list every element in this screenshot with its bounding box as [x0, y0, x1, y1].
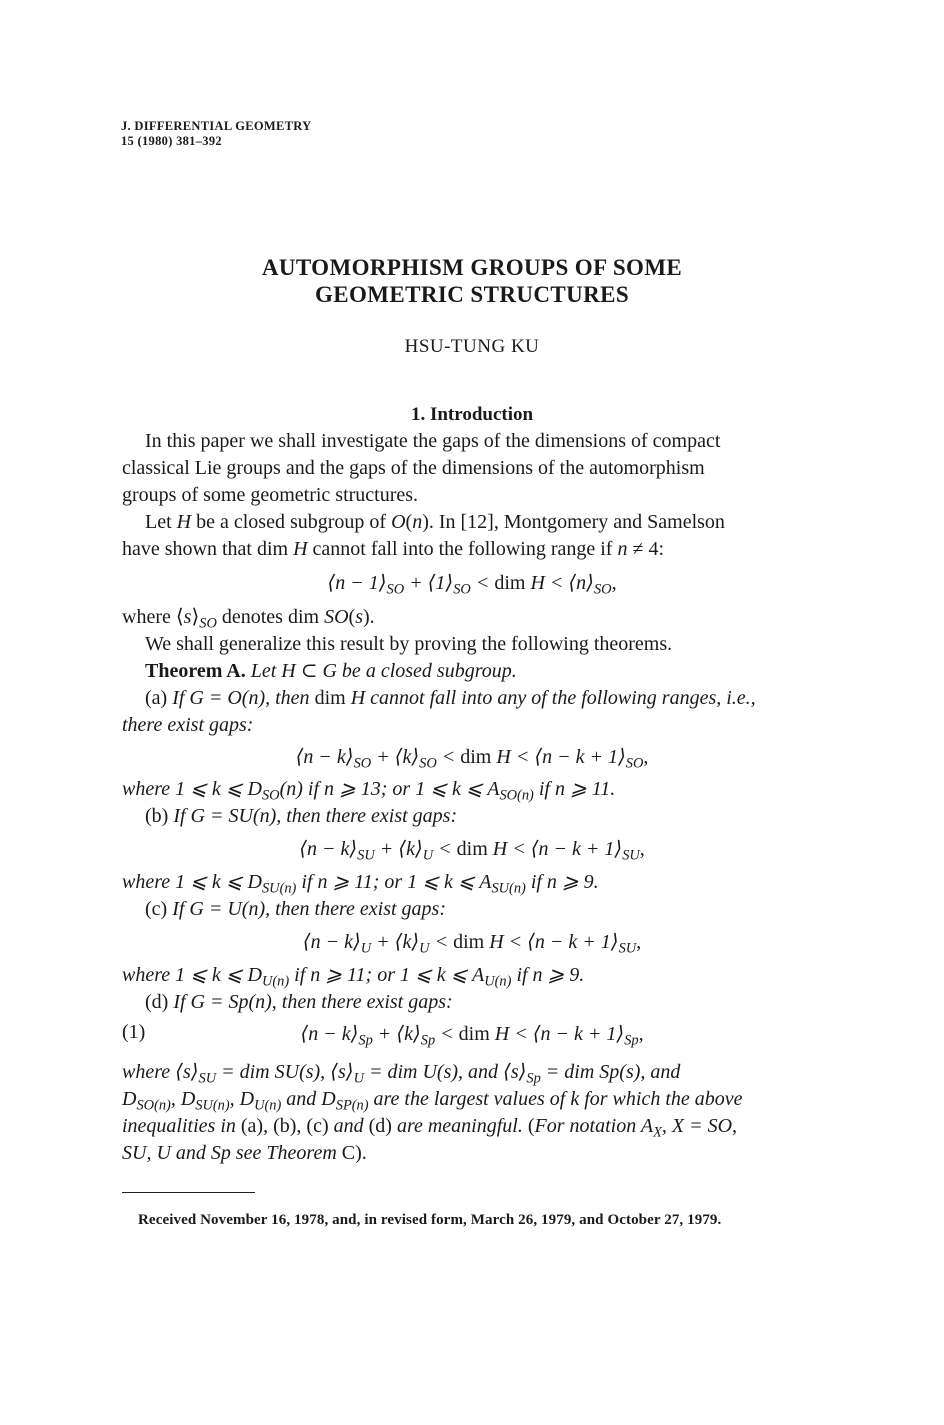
closing-line-1	[122, 1059, 822, 1086]
text: dim SU(s),	[239, 1061, 331, 1083]
eq-dim: dim	[460, 746, 492, 768]
text: (d)	[145, 991, 174, 1013]
math-n: n	[412, 511, 423, 533]
eq-term: ⟨n − k⟩	[299, 838, 358, 860]
eq-term: H < ⟨n − k + 1⟩	[484, 931, 619, 953]
part-a-line-2: there exist gaps:	[122, 714, 254, 736]
eq-sub: U	[419, 940, 430, 957]
eq-term: + ⟨k⟩	[371, 746, 420, 768]
text: dim	[314, 687, 346, 709]
math-sub: SO(n)	[499, 787, 534, 804]
title-line-2: GEOMETRIC STRUCTURES	[314, 282, 630, 307]
math-H: H	[176, 511, 192, 533]
eq-sub: SO	[353, 755, 372, 772]
theorem-a-line	[122, 658, 822, 685]
text: If G = SU(n), then there exist gaps:	[173, 805, 458, 827]
eq-sub: SU	[622, 847, 640, 864]
text: (	[348, 606, 356, 628]
text: be a closed subgroup of	[191, 511, 392, 533]
intro-line-2: classical Lie groups and the gaps of the dimensions of the automorphism	[122, 457, 705, 479]
where-a-paragraph	[122, 776, 822, 830]
text: (	[405, 511, 413, 533]
where-c-line	[122, 962, 822, 989]
text: D	[122, 1088, 137, 1110]
text: ⟩	[191, 606, 200, 628]
math-s: s	[183, 606, 192, 628]
math-sub: X	[653, 1124, 662, 1141]
eq-dim: dim	[453, 931, 485, 953]
eq-sub: Sp	[624, 1032, 639, 1049]
math-SO: SO	[324, 606, 349, 628]
text: If G = O(n), then	[172, 687, 315, 709]
text: (n) if n ⩾ 13; or 1 ⩽ k ⩽ A	[279, 778, 500, 800]
eq-punct: ,	[638, 1023, 644, 1045]
math-sub: SO	[261, 787, 280, 804]
eq-term: H < ⟨n⟩	[525, 572, 594, 594]
text: (a)	[145, 687, 173, 709]
text: , X = SO,	[661, 1115, 738, 1137]
text: are the largest values of k for which the above	[368, 1088, 743, 1110]
eq-sub: SO	[453, 581, 471, 598]
where-b-line	[122, 869, 822, 896]
title-line-1: AUTOMORPHISM GROUPS OF SOME	[261, 255, 683, 280]
where-a-line	[122, 776, 822, 803]
text: where 1 ⩽ k ⩽ D	[122, 778, 262, 800]
equation-montgomery-samelson	[0, 570, 944, 598]
text: =	[363, 1061, 388, 1083]
text: are meaningful.	[391, 1115, 528, 1137]
equation-number: (1)	[122, 1021, 146, 1043]
math-sub: SU	[198, 1070, 217, 1087]
text: H cannot fall into any of the following ranges, i.e.,	[345, 687, 756, 709]
intro-paragraph	[122, 428, 822, 563]
text: where ⟨	[122, 606, 184, 628]
eq-term: + ⟨1⟩	[404, 572, 454, 594]
closing-line-3	[122, 1113, 822, 1140]
math-O: O	[391, 511, 406, 533]
text: =	[540, 1061, 565, 1083]
text: ).	[363, 606, 375, 628]
eq-term: + ⟨k⟩	[371, 931, 420, 953]
text: if n ⩾ 11; or 1 ⩽ k ⩽ A	[289, 964, 485, 986]
text: Let	[145, 511, 177, 533]
theorem-label: Theorem A.	[145, 660, 246, 682]
eq-punct: ,	[611, 572, 617, 594]
equation-a	[0, 744, 944, 772]
closing-line-2	[122, 1086, 822, 1113]
received-footnote: Received November 16, 1978, and, in revised form, March 26, 1979, and October 27, 1979.	[138, 1212, 722, 1228]
eq-sub: SO	[419, 755, 437, 772]
journal-volume: 15 (1980) 381–392	[121, 134, 222, 148]
text: If G = U(n), then there exist gaps:	[172, 898, 447, 920]
text: (c)	[145, 898, 173, 920]
section-heading: 1. Introduction	[410, 404, 534, 425]
eq-punct: ,	[639, 838, 645, 860]
text: if n ⩾ 9.	[511, 964, 585, 986]
footnote-rule	[122, 1192, 255, 1193]
eq-term: H < ⟨n − k + 1⟩	[487, 838, 623, 860]
text: (	[527, 1115, 535, 1137]
math-sub: SU(n)	[195, 1097, 230, 1114]
part-b-line	[122, 803, 822, 830]
eq-dim: dim	[456, 838, 488, 860]
eq-sub: U	[422, 847, 434, 864]
intro-line-3: groups of some geometric structures.	[122, 484, 419, 506]
eq-term: H < ⟨n − k + 1⟩	[491, 746, 626, 768]
eq-term: ⟨n − k⟩	[300, 1023, 359, 1045]
math-sub: SU(n)	[261, 880, 297, 897]
text: ). In [12], Montgomery and Samelson	[422, 511, 725, 533]
text: (d)	[368, 1115, 392, 1137]
text: dim U(s),	[387, 1061, 469, 1083]
equation-b	[0, 836, 944, 864]
text: and ⟨s⟩	[468, 1061, 527, 1083]
eq-sub: SO	[593, 581, 612, 598]
text: ⟨s⟩	[330, 1061, 354, 1083]
text: dim Sp(s),	[564, 1061, 651, 1083]
text: cannot fall into the following range if	[307, 538, 618, 560]
eq-sub: SO	[386, 581, 405, 598]
eq-term: <	[436, 746, 461, 768]
equation-c	[0, 929, 944, 957]
author-name: HSU-TUNG KU	[404, 336, 540, 357]
where-so-paragraph	[122, 604, 822, 739]
eq-sub: SO	[625, 755, 644, 772]
text: if n ⩾ 11.	[533, 778, 616, 800]
math-sub: Sp	[526, 1070, 541, 1087]
text: where 1 ⩽ k ⩽ D	[122, 964, 262, 986]
eq-term: + ⟨k⟩	[374, 838, 423, 860]
eq-term: ⟨n − 1⟩	[327, 572, 387, 594]
text: have shown that dim	[122, 538, 294, 560]
math-sub: U	[353, 1070, 364, 1087]
eq-punct: ,	[643, 746, 649, 768]
text: denotes dim	[216, 606, 325, 628]
eq-sub: SU	[618, 940, 637, 957]
closing-paragraph	[122, 1059, 822, 1167]
eq-sub: Sp	[420, 1032, 436, 1049]
math-sub: U(n)	[254, 1097, 282, 1114]
eq-term: <	[433, 838, 457, 860]
paper-title	[0, 254, 944, 308]
eq-term: ⟨n − k⟩	[302, 931, 361, 953]
eq-term: + ⟨k⟩	[372, 1023, 421, 1045]
math-sub: SP(n)	[335, 1097, 369, 1114]
closing-line-4	[122, 1140, 822, 1167]
part-c-line	[122, 896, 822, 923]
where-b-paragraph	[122, 869, 822, 923]
text: if n ⩾ 9.	[525, 871, 599, 893]
journal-name: J. DIFFERENTIAL GEOMETRY	[121, 119, 312, 133]
equation-d	[0, 1021, 944, 1049]
math-sub: SO(n)	[136, 1097, 171, 1114]
text: and	[328, 1115, 369, 1137]
text: if n ⩾ 11; or 1 ⩽ k ⩽ A	[296, 871, 492, 893]
math-sub: SU(n)	[491, 880, 526, 897]
journal-header	[121, 119, 311, 149]
math-sub: U(n)	[261, 973, 290, 990]
text: ≠ 4:	[627, 538, 665, 560]
eq-term: ⟨n − k⟩	[295, 746, 354, 768]
text: For notation A	[534, 1115, 654, 1137]
eq-term: <	[429, 931, 454, 953]
math-sub: SO	[199, 615, 217, 632]
where-so-line	[122, 604, 822, 631]
eq-sub: U	[360, 940, 372, 957]
eq-term: <	[470, 572, 495, 594]
intro-line-5	[122, 536, 822, 563]
eq-dim: dim	[494, 572, 526, 594]
eq-punct: ,	[636, 931, 642, 953]
text: (a), (b), (c)	[240, 1115, 329, 1137]
theorem-text: Let H ⊂ G be a closed subgroup.	[245, 660, 517, 682]
text: , D	[229, 1088, 255, 1110]
eq-term: <	[435, 1023, 459, 1045]
part-a-line-1	[122, 685, 822, 712]
math-n: n	[617, 538, 628, 560]
text: ).	[355, 1142, 367, 1164]
eq-sub: Sp	[358, 1032, 373, 1049]
text: and	[650, 1061, 681, 1083]
text: SU, U and Sp see Theorem	[122, 1142, 342, 1164]
eq-term: H < ⟨n − k + 1⟩	[489, 1023, 625, 1045]
text: inequalities in	[122, 1115, 241, 1137]
part-d-line	[122, 989, 822, 1016]
text: , D	[170, 1088, 196, 1110]
text: (b)	[145, 805, 174, 827]
text: where 1 ⩽ k ⩽ D	[122, 871, 262, 893]
intro-line-1: In this paper we shall investigate the gaps of the dimensions of compact	[145, 430, 721, 452]
text: =	[216, 1061, 240, 1083]
eq-sub: SU	[357, 847, 375, 864]
text: where ⟨s⟩	[122, 1061, 199, 1083]
text: C	[341, 1142, 356, 1164]
eq-dim: dim	[458, 1023, 490, 1045]
intro-line-4	[122, 509, 822, 536]
text: If G = Sp(n), then there exist gaps:	[173, 991, 453, 1013]
generalize-line: We shall generalize this result by proving the following theorems.	[145, 633, 673, 655]
math-s: s	[355, 606, 364, 628]
text: and D	[281, 1088, 336, 1110]
where-c-paragraph	[122, 962, 822, 1016]
math-sub: U(n)	[484, 973, 512, 990]
math-H: H	[293, 538, 308, 560]
